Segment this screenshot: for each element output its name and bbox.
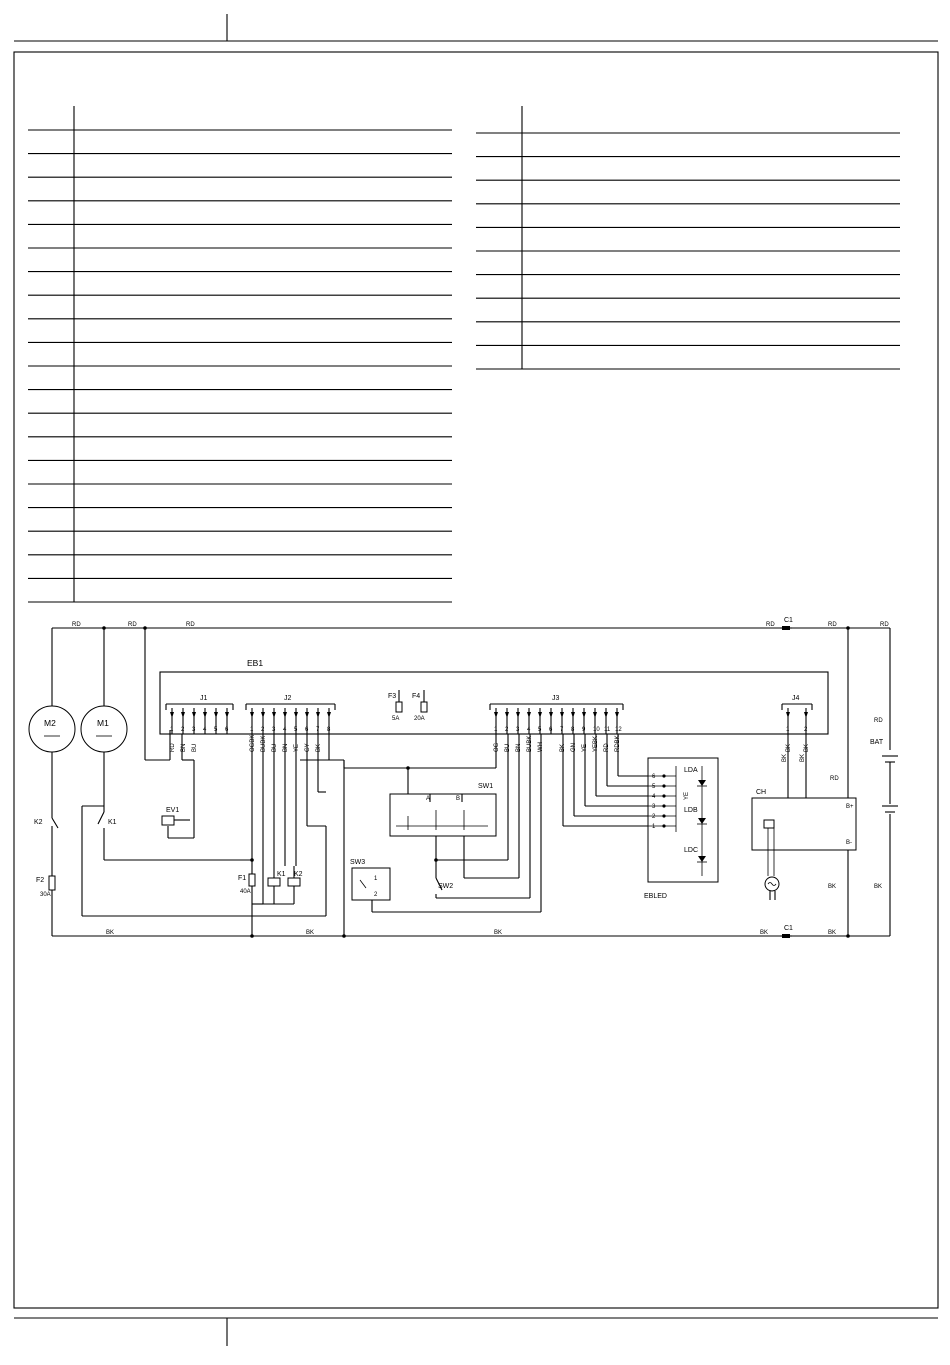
eb1-label: EB1: [247, 658, 264, 668]
j4-pin-arrow: [786, 712, 790, 718]
sw1-label: SW1: [478, 783, 494, 790]
j3-pin-arrow: [615, 712, 619, 718]
j4-pin-number: 1: [786, 727, 790, 733]
motor-m1: [81, 706, 127, 752]
wire-label: BK: [494, 930, 503, 936]
battery-bat: [870, 739, 898, 812]
ebled-label: EBLED: [644, 893, 667, 900]
wire-label: BK: [782, 753, 788, 762]
ev1-label: EV1: [166, 807, 180, 814]
j3-pin-number: 8: [571, 727, 575, 733]
ebled-pin-dot: [662, 824, 665, 827]
j2-wire-label: BU: [272, 743, 278, 752]
wire-label: BK: [828, 884, 837, 890]
f2-label: F2: [36, 877, 45, 884]
c1-label: C1: [784, 617, 793, 624]
ch-plus-label: B+: [846, 804, 854, 810]
j3-wire-label: WH: [538, 742, 544, 752]
j2-wire-label: BK: [316, 743, 322, 752]
ch-minus-label: B-: [846, 840, 852, 846]
lda-label: LDA: [684, 767, 698, 774]
j2-pin-number: 4: [283, 727, 287, 733]
j4-wire-label: BK: [786, 743, 792, 752]
wire-label: RD: [828, 622, 837, 628]
c1-connector-bottom: [780, 925, 793, 938]
wire-label: RD: [186, 622, 195, 628]
j3-wire-label: YEBK: [593, 735, 599, 752]
wire-label: RD: [766, 622, 775, 628]
j1-pin-number: 4: [203, 727, 207, 733]
j3-pin-arrow: [593, 712, 597, 718]
valve-ev1: [162, 734, 194, 838]
ye-label: YE: [684, 791, 690, 800]
j2-wire-label: BUBK: [261, 735, 267, 752]
j2-wire-label: BN: [283, 743, 289, 752]
c1-connector-top: [780, 617, 793, 630]
j2-wiring: [238, 734, 344, 936]
j2-wire-label: YE: [294, 743, 300, 752]
f1-rating: 40A: [240, 889, 251, 895]
junction-dots: [102, 626, 850, 938]
ebled-pin-dot: [662, 804, 665, 807]
sw2-label: SW2: [438, 883, 454, 890]
j3-pin-number: 5: [538, 727, 542, 733]
j3-pin-arrow: [527, 712, 531, 718]
m1-label: M1: [97, 718, 109, 728]
j1-wire-label: BN: [181, 743, 187, 752]
f3-rating: 5A: [392, 716, 400, 722]
j3-pin-number: 12: [615, 727, 622, 733]
ebled-pin-number: 1: [652, 824, 656, 830]
j3-wire-label: RDBK: [615, 735, 621, 752]
eb1-board: [160, 672, 828, 734]
j4-pin-number: 2: [804, 727, 808, 733]
main-frame: [14, 52, 938, 1308]
j2-pin-number: 5: [294, 727, 298, 733]
j3-pin-arrow: [505, 712, 509, 718]
j2-pin-arrow: [316, 712, 320, 718]
sw1-a-label: A: [426, 796, 431, 802]
j1-pin-arrow: [214, 712, 218, 718]
m2-label: M2: [44, 718, 56, 728]
k1-label: K1: [108, 819, 117, 826]
wire-label: BK: [106, 930, 115, 936]
j2-pin-arrow: [327, 712, 331, 718]
j1-wire-label: BU: [192, 743, 198, 752]
j2-label: J2: [284, 695, 292, 702]
k2-coil-label: K2: [294, 871, 303, 878]
ebled-pin-number: 4: [652, 794, 656, 800]
j2-pin-number: 8: [327, 727, 331, 733]
header-block: [14, 14, 938, 41]
wire-label: BK: [874, 884, 883, 890]
j2-pin-number: 3: [272, 727, 276, 733]
j1-pin-arrow: [170, 712, 174, 718]
j1-pin-arrow: [181, 712, 185, 718]
charger-ch: [752, 789, 856, 900]
j3-pin-arrow: [560, 712, 564, 718]
wire-label: BK: [800, 753, 806, 762]
j3-wire-label: YE: [582, 743, 588, 752]
wire-label: RD: [880, 622, 889, 628]
j3-pin-arrow: [571, 712, 575, 718]
sw1-b-label: B: [456, 796, 461, 802]
j2-pin-arrow: [305, 712, 309, 718]
k1-coil-label: K1: [277, 871, 286, 878]
j3-pin-number: 1: [494, 727, 498, 733]
j4-pin-arrow: [804, 712, 808, 718]
ldc-label: LDC: [684, 847, 699, 854]
j1-pin-arrow: [203, 712, 207, 718]
switch-sw3: [350, 859, 390, 900]
j2-pin-arrow: [283, 712, 287, 718]
j2-pin-arrow: [294, 712, 298, 718]
j3-pin-number: 10: [593, 727, 600, 733]
j2-pin-arrow: [261, 712, 265, 718]
j1-pin-number: 2: [181, 727, 185, 733]
ebled-pin-dot: [662, 784, 665, 787]
wire-label: BK: [306, 930, 315, 936]
j2-pin-arrow: [250, 712, 254, 718]
wire-label: RD: [830, 776, 839, 782]
ebled-pin-dot: [662, 794, 665, 797]
j3-pin-number: 9: [582, 727, 586, 733]
j3-pin-arrow: [582, 712, 586, 718]
ebled-pin-dot: [662, 814, 665, 817]
k2-contact: [34, 818, 58, 828]
sw3-pin-2: 2: [374, 892, 378, 898]
j3-pin-arrow: [604, 712, 608, 718]
j2-pin-number: 2: [261, 727, 265, 733]
j2-pin-arrow: [272, 712, 276, 718]
j3-pin-number: 4: [527, 727, 531, 733]
ebled-board: [644, 758, 718, 900]
j1-wire-label: RD: [170, 743, 176, 752]
j3-pin-number: 7: [560, 727, 564, 733]
legend-table-right: [476, 106, 900, 369]
j1-label: J1: [200, 695, 208, 702]
j2-wire-label: OGBK: [250, 734, 256, 752]
k1-contact: [82, 806, 326, 916]
j3-wire-label: BN: [516, 743, 522, 752]
motor-m2: [29, 706, 75, 752]
sw3-label: SW3: [350, 859, 366, 866]
k2-label: K2: [34, 819, 43, 826]
j3-wire-label: BU: [505, 743, 511, 752]
legend-table-left: [28, 106, 452, 602]
j3-wire-label: RD: [604, 743, 610, 752]
ebled-pin-number: 6: [652, 774, 656, 780]
j3-pin-number: 3: [516, 727, 520, 733]
j3-wire-label: BK: [560, 743, 566, 752]
j3-pin-number: 6: [549, 727, 553, 733]
j2-pin-number: 6: [305, 727, 309, 733]
j4-label: J4: [792, 695, 800, 702]
j1-pin-number: 1: [170, 727, 174, 733]
j3-pin-number: 11: [604, 727, 611, 733]
wire-label: RD: [128, 622, 137, 628]
j3-pin-arrow: [549, 712, 553, 718]
fuse-f3: [388, 690, 402, 722]
f1-label: F1: [238, 875, 247, 882]
wire-label: BK: [760, 930, 769, 936]
ch-label: CH: [756, 789, 767, 796]
j2-pin-number: 7: [316, 727, 320, 733]
j3-pin-number: 2: [505, 727, 509, 733]
power-bus: [52, 628, 890, 936]
footer-block: [14, 1318, 938, 1346]
wire-label: BK: [828, 930, 837, 936]
j1-pin-arrow: [192, 712, 196, 718]
ebled-pin-dot: [662, 774, 665, 777]
wire-label: RD: [874, 718, 883, 724]
j1-pin-arrow: [225, 712, 229, 718]
j3-wire-label: BUBK: [527, 735, 533, 752]
j3-label: J3: [552, 695, 560, 702]
j1-pin-number: 5: [214, 727, 218, 733]
j4-wire-label: BK: [804, 743, 810, 752]
c1-label: C1: [784, 925, 793, 932]
f2-rating: 30A: [40, 892, 51, 898]
j3-pin-arrow: [494, 712, 498, 718]
sw3-pin-1: 1: [374, 876, 378, 882]
j3-wire-label: GN: [571, 743, 577, 752]
j3-pin-arrow: [516, 712, 520, 718]
f3-label: F3: [388, 693, 397, 700]
wire-label: RD: [72, 622, 81, 628]
j3-wire-label: OG: [494, 742, 500, 752]
j2-wire-label: GY: [305, 743, 311, 752]
ebled-pin-number: 5: [652, 784, 656, 790]
ebled-pin-number: 3: [652, 804, 656, 810]
ldb-label: LDB: [684, 807, 698, 814]
fuse-f4: [412, 690, 427, 722]
j2-pin-number: 1: [250, 727, 254, 733]
j1-pin-number: 6: [225, 727, 229, 733]
f4-label: F4: [412, 693, 421, 700]
f4-rating: 20A: [414, 716, 425, 722]
j3-pin-arrow: [538, 712, 542, 718]
switch-sw1: [390, 783, 496, 836]
bat-label: BAT: [870, 739, 884, 746]
ebled-pin-number: 2: [652, 814, 656, 820]
j1-pin-number: 3: [192, 727, 196, 733]
